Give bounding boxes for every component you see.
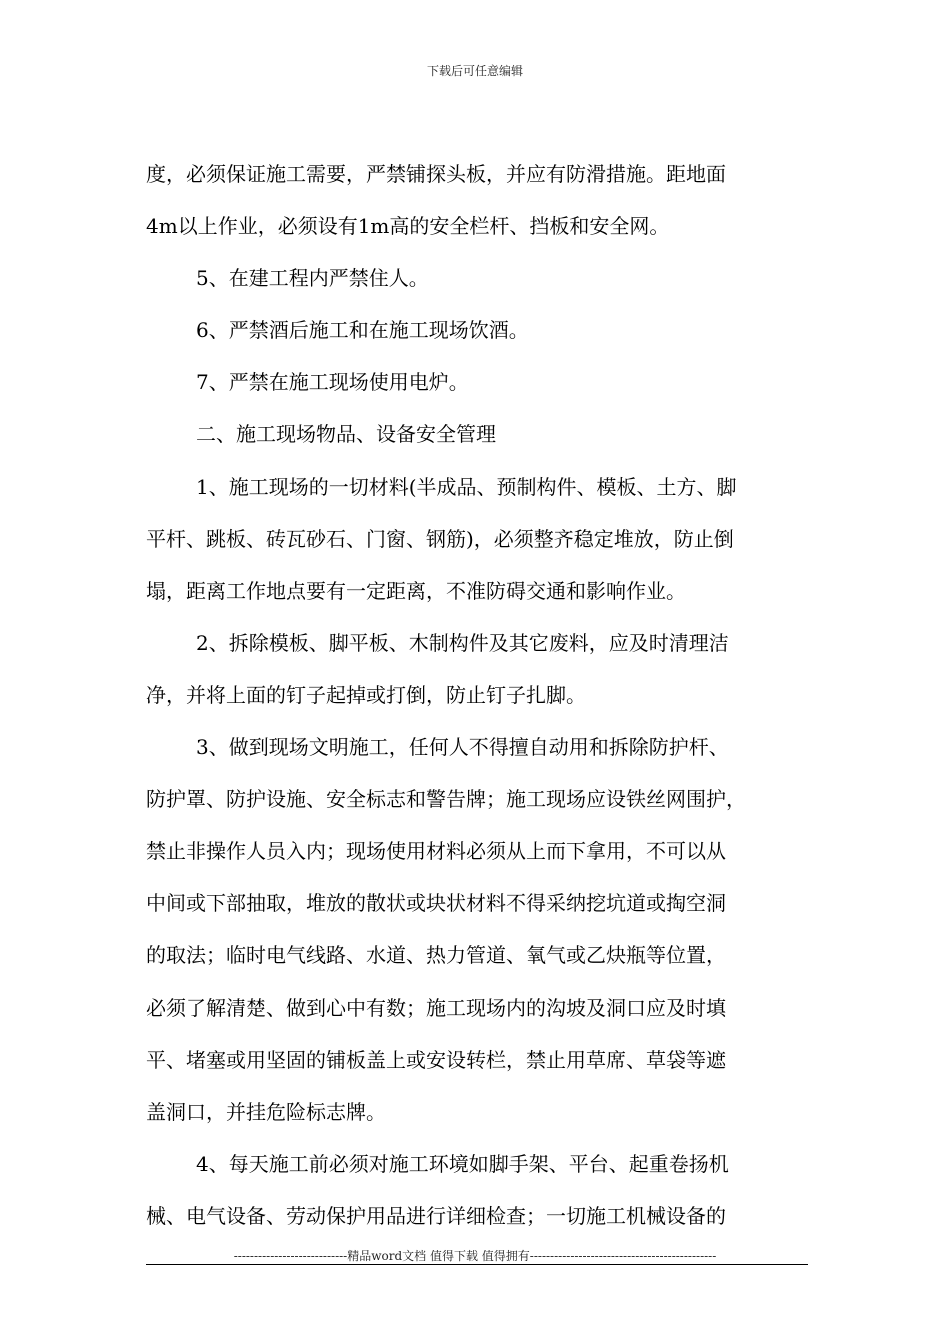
list-item: 1、施工现场的一切材料(半成品、预制构件、模板、土方、脚 [196,474,737,499]
footer-divider [146,1264,808,1265]
list-item: 6、严禁酒后施工和在施工现场饮酒。 [196,318,529,343]
text-line: 4m以上作业，必须设有1m高的安全栏杆、挡板和安全网。 [146,214,670,239]
text-line: 度，必须保证施工需要，严禁铺探头板，并应有防滑措施。距地面 [146,162,726,186]
list-item: 7、严禁在施工现场使用电炉。 [196,370,469,395]
document-body [146,148,808,1242]
list-item: 2、拆除模板、脚平板、木制构件及其它废料，应及时清理洁 [196,630,729,655]
text-line: 的取法；临时电气线路、水道、热力管道、氧气或乙炔瓶等位置， [146,943,726,968]
text-line: 防护罩、防护设施、安全标志和警告牌；施工现场应设铁丝网围护， [146,787,746,812]
text-line: 必须了解清楚、做到心中有数；施工现场内的沟坡及洞口应及时填 [146,995,726,1020]
page-header: 下载后可任意编辑 [426,64,523,78]
text-line: 平、堵塞或用坚固的铺板盖上或安设转栏，禁止用草席、草袋等遮 [146,1047,726,1072]
text-line: 中间或下部抽取，堆放的散状或块状材料不得采纳挖坑道或掏空洞 [146,891,726,916]
text-line: 盖洞口，并挂危险标志牌。 [146,1099,386,1124]
page-footer: ----------------------------精品word文档 值得下载 值得拥有---------------------------------------------- [233,1249,717,1263]
list-item: 3、做到现场文明施工，任何人不得擅自动用和拆除防护杆、 [196,735,729,760]
text-line: 械、电气设备、劳动保护用品进行详细检查；一切施工机械设备的 [146,1203,726,1228]
text-line: 塌，距离工作地点要有一定距离，不准防碍交通和影响作业。 [146,578,686,603]
text-line: 平杆、跳板、砖瓦砂石、门窗、钢筋)，必须整齐稳定堆放，防止倒 [146,526,734,551]
section-heading: 二、施工现场物品、设备安全管理 [196,422,496,447]
list-item: 4、每天施工前必须对施工环境如脚手架、平台、起重卷扬机 [196,1151,729,1176]
text-line: 净，并将上面的钉子起掉或打倒，防止钉子扎脚。 [146,682,586,707]
text-line: 禁止非操作人员入内；现场使用材料必须从上而下拿用，不可以从 [146,839,726,864]
list-item: 5、在建工程内严禁住人。 [196,266,429,291]
